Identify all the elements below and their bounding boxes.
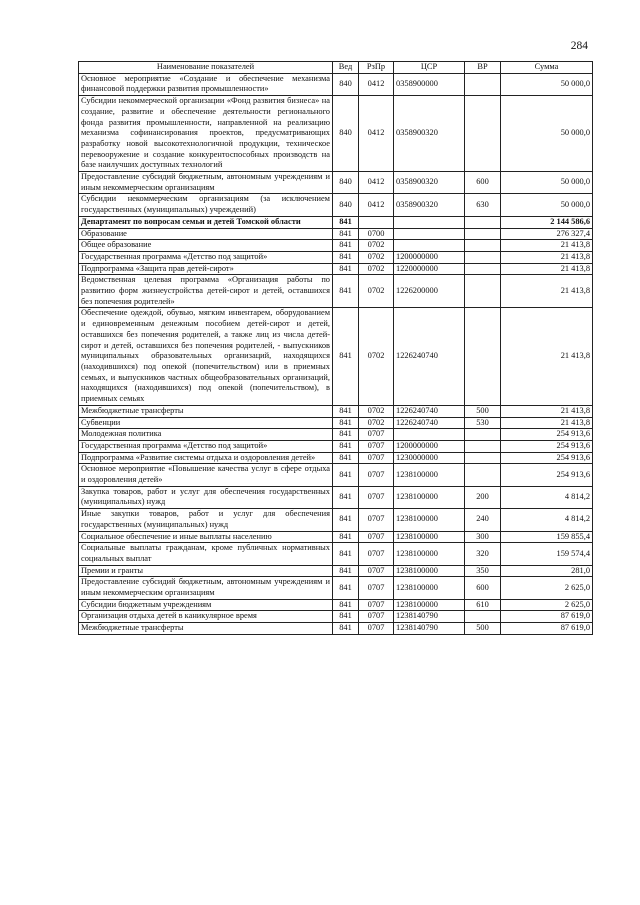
cell-rzpr: 0702 [359,405,394,417]
cell-sum: 21 413,8 [501,405,593,417]
cell-name: Субсидии бюджетным учреждениям [79,599,333,611]
cell-vr [465,228,501,240]
cell-vr [465,452,501,464]
cell-csr: 1220000000 [394,263,465,275]
cell-rzpr: 0707 [359,531,394,543]
cell-name: Социальные выплаты гражданам, кроме публичных нормативных социальных выплат [79,543,333,565]
cell-name: Субвенции [79,417,333,429]
cell-name: Общее образование [79,240,333,252]
cell-sum: 159 574,4 [501,543,593,565]
table-row [79,228,593,240]
cell-ved: 841 [333,577,359,599]
cell-ved: 840 [333,194,359,216]
cell-csr: 0358900320 [394,194,465,216]
cell-csr: 1238100000 [394,577,465,599]
cell-name: Образование [79,228,333,240]
cell-vr [465,440,501,452]
table-row [79,251,593,263]
cell-sum: 4 814,2 [501,509,593,531]
header-name: Наименование показателей [79,62,333,74]
cell-vr [465,216,501,228]
header-sum: Сумма [501,62,593,74]
table-row [79,611,593,623]
cell-csr: 1230000000 [394,452,465,464]
cell-rzpr: 0412 [359,194,394,216]
cell-name: Молодежная политика [79,429,333,441]
cell-sum: 21 413,8 [501,240,593,252]
cell-name: Государственная программа «Детство под защитой» [79,251,333,263]
cell-csr: 0358900320 [394,172,465,194]
header-csr: ЦСР [394,62,465,74]
cell-rzpr: 0707 [359,543,394,565]
table-row [79,417,593,429]
cell-vr [465,275,501,308]
table-row [79,577,593,599]
cell-sum: 21 413,8 [501,417,593,429]
cell-csr: 1238100000 [394,599,465,611]
cell-sum: 2 625,0 [501,577,593,599]
cell-vr: 320 [465,543,501,565]
cell-vr: 200 [465,486,501,508]
table-row [79,240,593,252]
cell-ved: 841 [333,599,359,611]
table-row [79,509,593,531]
table-row [79,531,593,543]
cell-rzpr: 0707 [359,611,394,623]
cell-ved: 840 [333,96,359,172]
cell-csr: 1238100000 [394,543,465,565]
cell-vr [465,96,501,172]
cell-sum: 254 913,6 [501,464,593,486]
table-row [79,216,593,228]
table-row [79,96,593,172]
cell-ved: 841 [333,623,359,635]
cell-vr [465,308,501,405]
cell-csr: 0358900320 [394,96,465,172]
cell-vr [465,240,501,252]
cell-name: Основное мероприятие «Повышение качества услуг в сфере отдыха и оздоровления детей» [79,464,333,486]
cell-sum: 21 413,8 [501,263,593,275]
cell-name: Предоставление субсидий бюджетным, автономным учреждениям и иным некоммерческим организациям [79,172,333,194]
cell-ved: 840 [333,172,359,194]
cell-csr: 1226240740 [394,405,465,417]
cell-ved: 841 [333,417,359,429]
cell-name: Премии и гранты [79,565,333,577]
cell-sum: 281,0 [501,565,593,577]
cell-name: Иные закупки товаров, работ и услуг для обеспечения государственных (муниципальных) нужд [79,509,333,531]
cell-csr: 1238100000 [394,509,465,531]
cell-vr: 240 [465,509,501,531]
cell-rzpr: 0707 [359,464,394,486]
header-ved: Вед [333,62,359,74]
cell-vr: 630 [465,194,501,216]
cell-ved: 841 [333,216,359,228]
cell-rzpr: 0412 [359,172,394,194]
table-row [79,263,593,275]
cell-sum: 21 413,8 [501,308,593,405]
table-row [79,623,593,635]
cell-rzpr: 0412 [359,96,394,172]
cell-rzpr: 0702 [359,251,394,263]
cell-sum: 254 913,6 [501,452,593,464]
cell-vr: 500 [465,405,501,417]
cell-vr [465,251,501,263]
table-row [79,464,593,486]
cell-rzpr: 0707 [359,429,394,441]
cell-ved: 841 [333,531,359,543]
header-rzpr: РзПр [359,62,394,74]
table-row [79,194,593,216]
cell-rzpr [359,216,394,228]
cell-csr: 1226240740 [394,308,465,405]
cell-sum: 276 327,4 [501,228,593,240]
cell-sum: 4 814,2 [501,486,593,508]
cell-name: Межбюджетные трансферты [79,405,333,417]
cell-rzpr: 0707 [359,599,394,611]
cell-vr: 600 [465,577,501,599]
cell-ved: 841 [333,240,359,252]
cell-rzpr: 0707 [359,452,394,464]
table-row [79,172,593,194]
cell-sum: 50 000,0 [501,96,593,172]
table-row [79,429,593,441]
cell-ved: 841 [333,405,359,417]
cell-csr: 1226200000 [394,275,465,308]
cell-csr: 1238140790 [394,623,465,635]
cell-csr [394,240,465,252]
cell-name: Государственная программа «Детство под защитой» [79,440,333,452]
cell-rzpr: 0702 [359,417,394,429]
cell-vr: 610 [465,599,501,611]
cell-ved: 841 [333,565,359,577]
cell-ved: 841 [333,611,359,623]
cell-csr: 1238140790 [394,611,465,623]
cell-name: Субсидии некоммерческим организациям (за исключением государственных (муниципальных) учреждений) [79,194,333,216]
cell-ved: 841 [333,486,359,508]
cell-ved: 841 [333,509,359,531]
table-row [79,440,593,452]
cell-rzpr: 0707 [359,440,394,452]
cell-vr [465,263,501,275]
table-body [79,73,593,634]
cell-name: Организация отдыха детей в каникулярное время [79,611,333,623]
cell-csr: 1238100000 [394,565,465,577]
cell-sum: 159 855,4 [501,531,593,543]
table-row [79,486,593,508]
table-row [79,543,593,565]
cell-sum: 87 619,0 [501,611,593,623]
cell-csr: 1226240740 [394,417,465,429]
table-row [79,405,593,417]
cell-name: Предоставление субсидий бюджетным, автономным учреждениям и иным некоммерческим организациям [79,577,333,599]
cell-csr: 1238100000 [394,531,465,543]
cell-sum: 50 000,0 [501,194,593,216]
cell-name: Субсидии некоммерческой организации «Фонд развития бизнеса» на создание, развитие и обеспечение деятельности регионального фонда развития промышленности, направленной на реализацию механизма софинансирования проектов, предусматривающих разработку новой высокотехнологичной продукции, техническое перевооружение и создание конкурентоспособных производств на базе наилучших доступных технологий [79,96,333,172]
cell-rzpr: 0707 [359,623,394,635]
table-row [79,452,593,464]
cell-vr: 300 [465,531,501,543]
cell-name: Подпрограмма «Развитие системы отдыха и оздоровления детей» [79,452,333,464]
cell-name: Департамент по вопросам семьи и детей Томской области [79,216,333,228]
cell-ved: 841 [333,263,359,275]
cell-sum: 254 913,6 [501,429,593,441]
cell-ved: 841 [333,543,359,565]
cell-rzpr: 0700 [359,228,394,240]
table-row [79,599,593,611]
cell-sum: 50 000,0 [501,73,593,95]
cell-ved: 841 [333,440,359,452]
cell-csr: 1200000000 [394,251,465,263]
cell-ved: 841 [333,452,359,464]
table-row [79,308,593,405]
cell-csr: 1238100000 [394,464,465,486]
cell-vr [465,429,501,441]
cell-csr: 0358900000 [394,73,465,95]
cell-vr [465,611,501,623]
cell-rzpr: 0707 [359,509,394,531]
cell-rzpr: 0707 [359,577,394,599]
cell-ved: 841 [333,464,359,486]
cell-rzpr: 0702 [359,275,394,308]
cell-ved: 841 [333,228,359,240]
cell-name: Межбюджетные трансферты [79,623,333,635]
cell-ved: 841 [333,308,359,405]
cell-ved: 841 [333,429,359,441]
cell-sum: 21 413,8 [501,251,593,263]
cell-name: Обеспечение одеждой, обувью, мягким инвентарем, оборудованием и единовременным денежным пособием детей-сирот и детей, оставшихся без попечения родителей, а также лиц из числа детей-сирот и детей, оставшихся без попечения родителей, - выпускников муниципальных образовательных организаций, находящихся (находившихся) под опекой (попечительством) или в приемных семьях, и выпускников частных общеобразовательных организаций, находящихся (находившихся) под опекой (попечительством), в приемных семьях [79,308,333,405]
page-number: 284 [570,40,588,52]
table-row [79,73,593,95]
cell-name: Социальное обеспечение и иные выплаты населению [79,531,333,543]
cell-sum: 2 144 586,6 [501,216,593,228]
cell-vr: 350 [465,565,501,577]
table-row [79,275,593,308]
cell-vr [465,73,501,95]
cell-vr [465,464,501,486]
cell-ved: 841 [333,251,359,263]
cell-csr [394,228,465,240]
header-vr: ВР [465,62,501,74]
cell-csr [394,429,465,441]
cell-ved: 840 [333,73,359,95]
cell-csr [394,216,465,228]
cell-sum: 21 413,8 [501,275,593,308]
cell-ved: 841 [333,275,359,308]
cell-name: Закупка товаров, работ и услуг для обеспечения государственных (муниципальных) нужд [79,486,333,508]
cell-rzpr: 0707 [359,486,394,508]
cell-csr: 1200000000 [394,440,465,452]
cell-rzpr: 0702 [359,240,394,252]
table-header-row [79,62,593,74]
cell-sum: 2 625,0 [501,599,593,611]
cell-rzpr: 0702 [359,263,394,275]
cell-vr: 500 [465,623,501,635]
table-row [79,565,593,577]
cell-sum: 87 619,0 [501,623,593,635]
cell-name: Ведомственная целевая программа «Организация работы по развитию форм жизнеустройства детей-сирот и детей, оставшихся без попечения родителей» [79,275,333,308]
budget-table [78,61,593,635]
cell-sum: 254 913,6 [501,440,593,452]
cell-rzpr: 0702 [359,308,394,405]
cell-name: Основное мероприятие «Создание и обеспечение механизма финансовой поддержки развития промышленности» [79,73,333,95]
cell-rzpr: 0707 [359,565,394,577]
cell-name: Подпрограмма «Защита прав детей-сирот» [79,263,333,275]
cell-vr: 530 [465,417,501,429]
cell-sum: 50 000,0 [501,172,593,194]
cell-rzpr: 0412 [359,73,394,95]
cell-vr: 600 [465,172,501,194]
cell-csr: 1238100000 [394,486,465,508]
